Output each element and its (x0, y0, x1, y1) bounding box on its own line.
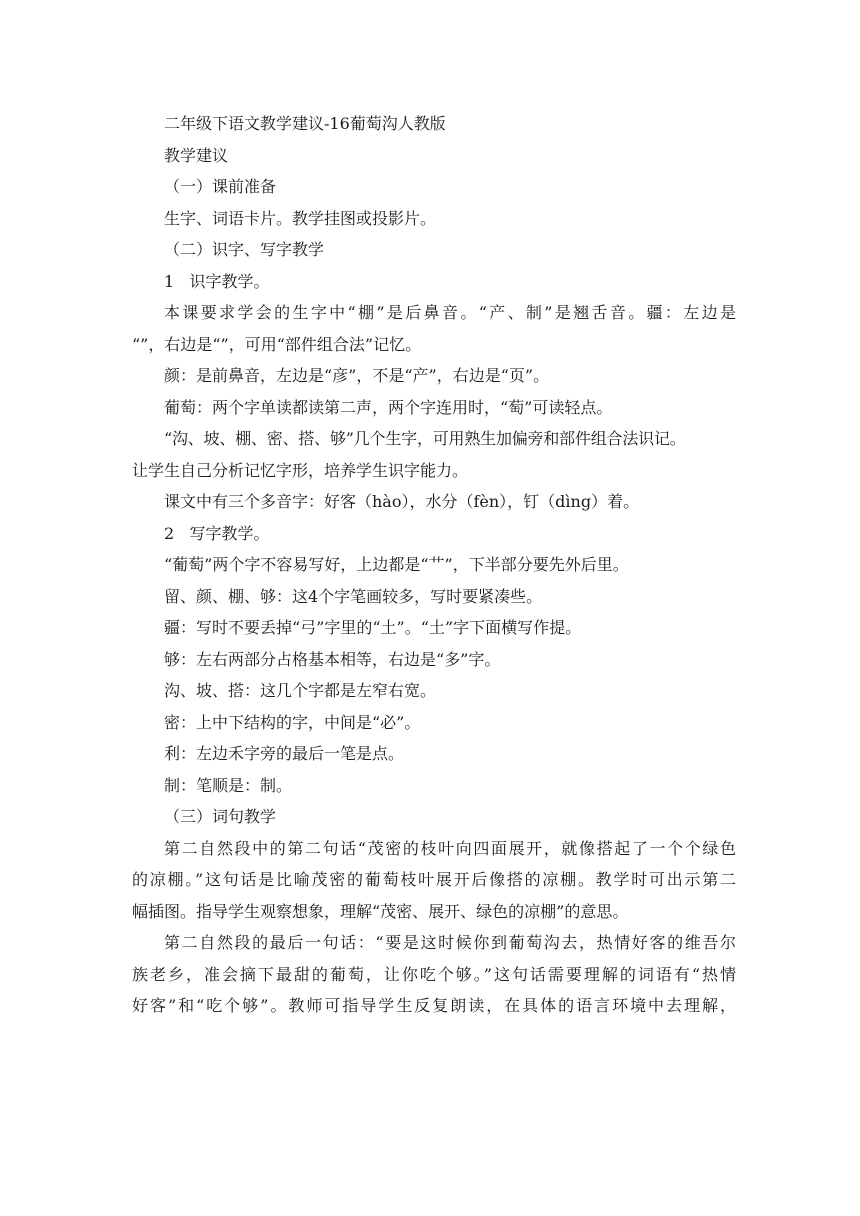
heading-teaching-advice: 教学建议 (164, 145, 229, 165)
paragraph: 生字、词语卡片。教学挂图或投影片。 (164, 208, 437, 228)
paragraph-line: “”，右边是“”，可用“部件组合法”记忆。 (132, 334, 422, 354)
document-body (132, 108, 736, 1022)
paragraph-line: 第二自然段中的第二句话“茂密的枝叶向四面展开，就像搭起了一个个绿色 (164, 838, 736, 858)
section-title-preparation: （一）课前准备 (164, 177, 277, 196)
paragraph: 疆：写时不要丢掉“弓”字里的“土”。“土”字下面横写作提。 (164, 618, 582, 637)
paragraph-line: 的凉棚。”这句话是比喻茂密的葡萄枝叶展开后像搭的凉棚。教学时可出示第二 (132, 870, 736, 889)
paragraph: 密：上中下结构的字，中间是“必”。 (164, 712, 421, 732)
paragraph-line: “沟、坡、棚、密、搭、够”几个生字，可用熟生加偏旁和部件组合法识记。 (164, 429, 686, 448)
subsection-title-writing: 2 写字教学。 (164, 523, 270, 543)
paragraph: 葡萄：两个字单读都读第二声，两个字连用时，“萄”可读轻点。 (164, 397, 613, 417)
paragraph-line: 第二自然段的最后一句话：“要是这时候你到葡萄沟去，热情好客的维吾尔 (164, 933, 736, 952)
document-title: 二年级下语文教学建议-16葡萄沟人教版 (164, 114, 446, 133)
paragraph-line: 族老乡，准会摘下最甜的葡萄，让你吃个够。”这句话需要理解的词语有“热情 (132, 964, 736, 984)
paragraph-line: 让学生自己分析记忆字形，培养学生识字能力。 (132, 460, 469, 480)
paragraph: 颜：是前鼻音，左边是“彦”，不是“产”，右边是“页”。 (164, 366, 550, 385)
paragraph: 利：左边禾字旁的最后一笔是点。 (164, 744, 405, 763)
paragraph: 留、颜、棚、够：这4个字笔画较多，写时要紧凑些。 (164, 586, 543, 606)
section-title-literacy-writing: （二）识字、写字教学 (164, 240, 325, 259)
subsection-title-literacy: 1 识字教学。 (164, 271, 270, 291)
paragraph: 沟、坡、搭：这几个字都是左窄右宽。 (164, 681, 437, 700)
paragraph-line: 本课要求学会的生字中“棚”是后鼻音。“产、制”是翘舌音。疆：左边是 (164, 303, 736, 322)
paragraph: “葡萄”两个字不容易写好，上边都是“艹”，下半部分要先外后里。 (164, 555, 629, 574)
section-title-words-sentences: （三）词句教学 (164, 807, 277, 826)
paragraph: 制：笔顺是：制。 (164, 775, 293, 795)
paragraph-line: 好客”和“吃个够”。教师可指导学生反复朗读，在具体的语言环境中去理解， (132, 996, 736, 1015)
paragraph-line: 幅插图。指导学生观察想象，理解“茂密、展开、绿色的凉棚”的意思。 (132, 901, 629, 921)
paragraph: 课文中有三个多音字：好客（hào），水分（fèn），钉（dìng）着。 (164, 492, 640, 511)
paragraph: 够：左右两部分占格基本相等，右边是“多”字。 (164, 649, 501, 669)
